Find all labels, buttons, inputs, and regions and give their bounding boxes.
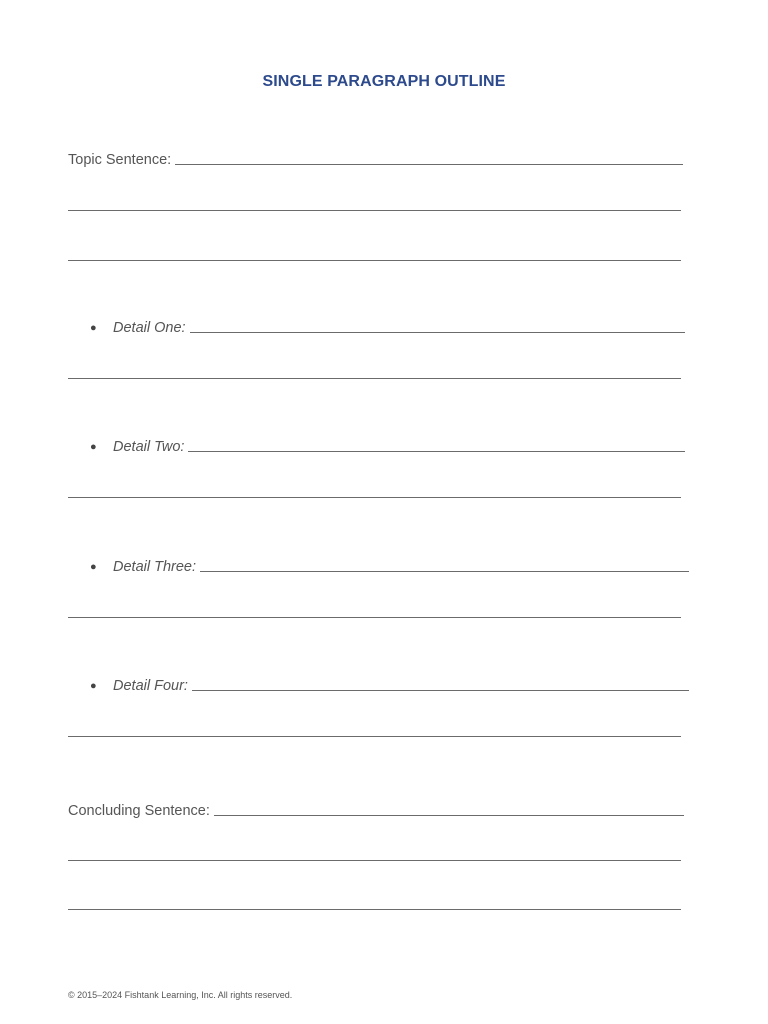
detail-four-label: Detail Four:: [113, 678, 188, 694]
concluding-sentence-line-3[interactable]: [68, 909, 681, 910]
bullet-icon: ●: [90, 441, 97, 453]
detail-one-blank[interactable]: [190, 331, 685, 333]
detail-two-label: Detail Two:: [113, 439, 185, 455]
bullet-icon: ●: [90, 680, 97, 692]
detail-one-row: [90, 316, 685, 336]
bullet-icon: ●: [90, 322, 97, 334]
topic-sentence-blank[interactable]: [175, 163, 683, 165]
concluding-sentence-blank[interactable]: [214, 814, 684, 816]
topic-sentence-line-3[interactable]: [68, 260, 681, 261]
detail-three-blank[interactable]: [200, 570, 689, 572]
topic-sentence-label: Topic Sentence:: [68, 152, 172, 168]
detail-three-row: [90, 555, 689, 575]
detail-four-line-2[interactable]: [68, 736, 681, 737]
detail-one-line-2[interactable]: [68, 378, 681, 379]
detail-one-label: Detail One:: [113, 320, 186, 336]
detail-three-line-2[interactable]: [68, 617, 681, 618]
detail-two-line-2[interactable]: [68, 497, 681, 498]
bullet-icon: ●: [90, 561, 97, 573]
topic-sentence-row: [68, 148, 683, 168]
detail-four-row: [90, 674, 689, 694]
detail-three-label: Detail Three:: [113, 559, 197, 575]
topic-sentence-line-2[interactable]: [68, 210, 681, 211]
concluding-sentence-line-2[interactable]: [68, 860, 681, 861]
concluding-sentence-label: Concluding Sentence:: [68, 803, 210, 819]
detail-two-blank[interactable]: [188, 450, 685, 452]
copyright-footer: © 2015–2024 Fishtank Learning, Inc. All rights reserved.: [68, 990, 293, 1000]
detail-four-blank[interactable]: [192, 689, 689, 691]
concluding-sentence-row: [68, 799, 684, 819]
page-title: SINGLE PARAGRAPH OUTLINE: [262, 73, 506, 90]
detail-two-row: [90, 435, 685, 455]
